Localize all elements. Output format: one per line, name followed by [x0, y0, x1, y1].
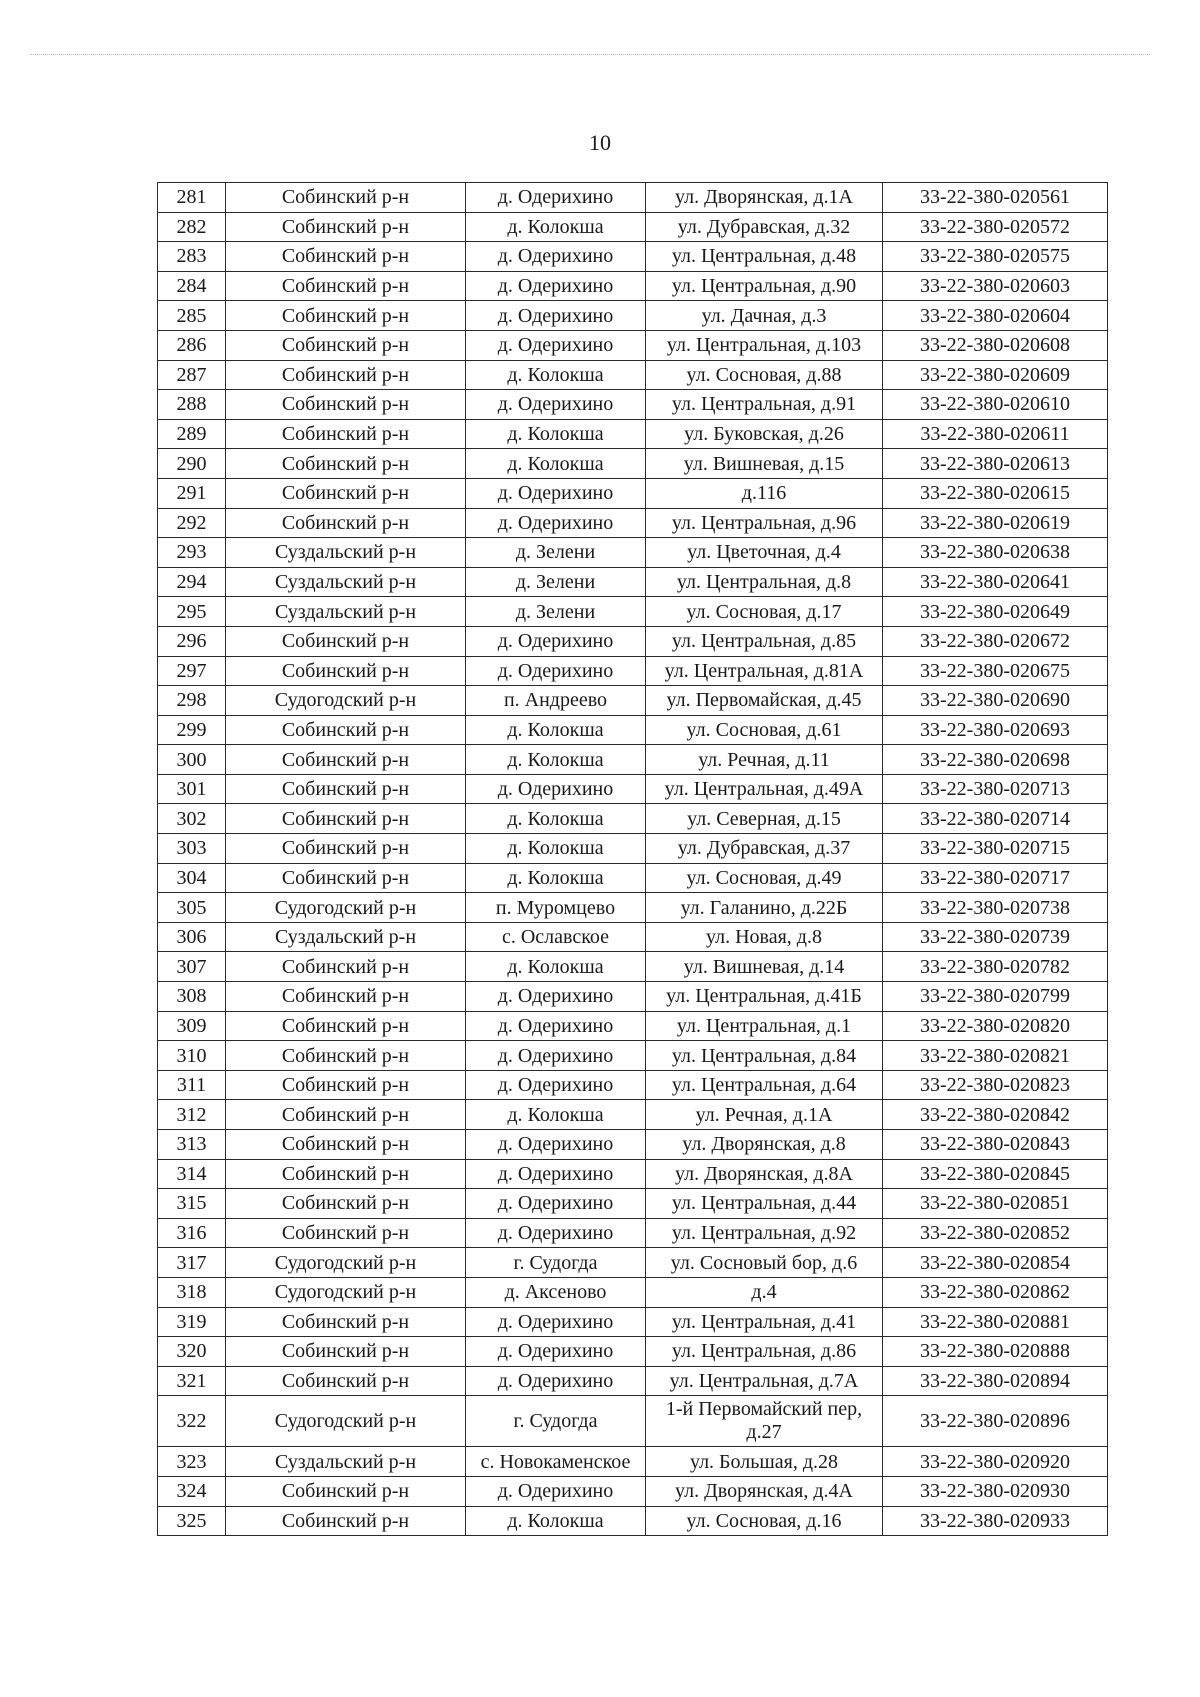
- row-number-cell: 317: [158, 1248, 226, 1278]
- settlement-cell: д. Колокша: [466, 834, 646, 864]
- cadastral-number-cell: 33-22-380-020613: [883, 449, 1108, 479]
- district-cell: Собинский р-н: [226, 390, 466, 420]
- table-row: [158, 419, 1108, 449]
- row-number-cell: 284: [158, 271, 226, 301]
- cadastral-number-cell: 33-22-380-020862: [883, 1277, 1108, 1307]
- row-number-cell: 287: [158, 360, 226, 390]
- table-row: [158, 686, 1108, 716]
- settlement-cell: д. Одерихино: [466, 656, 646, 686]
- cadastral-number-cell: 33-22-380-020714: [883, 804, 1108, 834]
- table-row: [158, 597, 1108, 627]
- cadastral-number-cell: 33-22-380-020739: [883, 922, 1108, 952]
- row-number-cell: 321: [158, 1366, 226, 1396]
- settlement-cell: д. Колокша: [466, 715, 646, 745]
- row-number-cell: 319: [158, 1307, 226, 1337]
- address-cell: ул. Центральная, д.81А: [646, 656, 883, 686]
- district-cell: Собинский р-н: [226, 952, 466, 982]
- table-row: [158, 301, 1108, 331]
- cadastral-number-cell: 33-22-380-020604: [883, 301, 1108, 331]
- table-row: [158, 626, 1108, 656]
- table-row: [158, 982, 1108, 1012]
- settlement-cell: д. Одерихино: [466, 508, 646, 538]
- address-cell: ул. Дубравская, д.37: [646, 834, 883, 864]
- district-cell: Собинский р-н: [226, 1159, 466, 1189]
- district-cell: Судогодский р-н: [226, 893, 466, 923]
- address-cell: ул. Дачная, д.3: [646, 301, 883, 331]
- row-number-cell: 290: [158, 449, 226, 479]
- table-row: [158, 922, 1108, 952]
- address-cell: ул. Центральная, д.49А: [646, 774, 883, 804]
- row-number-cell: 322: [158, 1396, 226, 1447]
- district-cell: Собинский р-н: [226, 419, 466, 449]
- scan-artifact-line: [30, 54, 1150, 55]
- settlement-cell: д. Одерихино: [466, 390, 646, 420]
- row-number-cell: 281: [158, 183, 226, 213]
- settlement-cell: д. Зелени: [466, 567, 646, 597]
- address-cell: ул. Центральная, д.96: [646, 508, 883, 538]
- cadastral-number-cell: 33-22-380-020820: [883, 1011, 1108, 1041]
- cadastral-number-cell: 33-22-380-020641: [883, 567, 1108, 597]
- row-number-cell: 294: [158, 567, 226, 597]
- settlement-cell: п. Андреево: [466, 686, 646, 716]
- settlement-cell: д. Одерихино: [466, 774, 646, 804]
- address-cell: ул. Первомайская, д.45: [646, 686, 883, 716]
- table-row: [158, 1366, 1108, 1396]
- row-number-cell: 302: [158, 804, 226, 834]
- address-cell: ул. Вишневая, д.14: [646, 952, 883, 982]
- cadastral-number-cell: 33-22-380-020782: [883, 952, 1108, 982]
- settlement-cell: д. Колокша: [466, 419, 646, 449]
- address-cell: ул. Дворянская, д.8А: [646, 1159, 883, 1189]
- settlement-cell: д. Одерихино: [466, 1011, 646, 1041]
- cadastral-number-cell: 33-22-380-020821: [883, 1041, 1108, 1071]
- row-number-cell: 320: [158, 1337, 226, 1367]
- row-number-cell: 285: [158, 301, 226, 331]
- registry-table: [157, 182, 1108, 1536]
- settlement-cell: д. Зелени: [466, 538, 646, 568]
- table-row: [158, 1189, 1108, 1219]
- district-cell: Собинский р-н: [226, 1011, 466, 1041]
- address-cell: ул. Сосновая, д.88: [646, 360, 883, 390]
- row-number-cell: 303: [158, 834, 226, 864]
- table-row: [158, 478, 1108, 508]
- address-cell: ул. Речная, д.1А: [646, 1100, 883, 1130]
- district-cell: Собинский р-н: [226, 745, 466, 775]
- settlement-cell: г. Судогда: [466, 1396, 646, 1447]
- settlement-cell: д. Одерихино: [466, 1476, 646, 1506]
- address-cell: ул. Центральная, д.90: [646, 271, 883, 301]
- settlement-cell: д. Одерихино: [466, 1218, 646, 1248]
- cadastral-number-cell: 33-22-380-020572: [883, 212, 1108, 242]
- address-cell: 1-й Первомайский пер, д.27: [646, 1396, 883, 1447]
- table-row: [158, 538, 1108, 568]
- settlement-cell: д. Одерихино: [466, 1159, 646, 1189]
- row-number-cell: 297: [158, 656, 226, 686]
- settlement-cell: с. Новокаменское: [466, 1447, 646, 1477]
- row-number-cell: 306: [158, 922, 226, 952]
- address-cell: ул. Центральная, д.7А: [646, 1366, 883, 1396]
- table-row: [158, 567, 1108, 597]
- table-row: [158, 1248, 1108, 1278]
- district-cell: Собинский р-н: [226, 834, 466, 864]
- table-row: [158, 1159, 1108, 1189]
- row-number-cell: 312: [158, 1100, 226, 1130]
- address-cell: ул. Сосновая, д.61: [646, 715, 883, 745]
- cadastral-number-cell: 33-22-380-020649: [883, 597, 1108, 627]
- table-row: [158, 1130, 1108, 1160]
- cadastral-number-cell: 33-22-380-020575: [883, 242, 1108, 272]
- table-row: [158, 1337, 1108, 1367]
- address-cell: ул. Большая, д.28: [646, 1447, 883, 1477]
- settlement-cell: д. Одерихино: [466, 982, 646, 1012]
- address-cell: д.116: [646, 478, 883, 508]
- settlement-cell: д. Одерихино: [466, 1366, 646, 1396]
- row-number-cell: 310: [158, 1041, 226, 1071]
- cadastral-number-cell: 33-22-380-020672: [883, 626, 1108, 656]
- settlement-cell: д. Аксеново: [466, 1277, 646, 1307]
- cadastral-number-cell: 33-22-380-020851: [883, 1189, 1108, 1219]
- table-row: [158, 1218, 1108, 1248]
- district-cell: Собинский р-н: [226, 626, 466, 656]
- district-cell: Собинский р-н: [226, 1476, 466, 1506]
- district-cell: Собинский р-н: [226, 1041, 466, 1071]
- address-cell: ул. Северная, д.15: [646, 804, 883, 834]
- cadastral-number-cell: 33-22-380-020603: [883, 271, 1108, 301]
- settlement-cell: д. Одерихино: [466, 626, 646, 656]
- row-number-cell: 314: [158, 1159, 226, 1189]
- settlement-cell: д. Одерихино: [466, 242, 646, 272]
- row-number-cell: 299: [158, 715, 226, 745]
- settlement-cell: с. Ославское: [466, 922, 646, 952]
- settlement-cell: д. Одерихино: [466, 330, 646, 360]
- table-row: [158, 271, 1108, 301]
- table-row: [158, 1476, 1108, 1506]
- row-number-cell: 315: [158, 1189, 226, 1219]
- address-cell: ул. Центральная, д.84: [646, 1041, 883, 1071]
- row-number-cell: 311: [158, 1070, 226, 1100]
- district-cell: Собинский р-н: [226, 1070, 466, 1100]
- district-cell: Собинский р-н: [226, 271, 466, 301]
- table-row: [158, 242, 1108, 272]
- settlement-cell: д. Колокша: [466, 1100, 646, 1130]
- settlement-cell: д. Одерихино: [466, 1337, 646, 1367]
- cadastral-number-cell: 33-22-380-020842: [883, 1100, 1108, 1130]
- address-cell: ул. Центральная, д.86: [646, 1337, 883, 1367]
- registry-table-body: [158, 183, 1108, 1536]
- row-number-cell: 304: [158, 863, 226, 893]
- page-number: 10: [589, 130, 611, 155]
- table-row: [158, 1447, 1108, 1477]
- table-row: [158, 390, 1108, 420]
- row-number-cell: 291: [158, 478, 226, 508]
- cadastral-number-cell: 33-22-380-020715: [883, 834, 1108, 864]
- cadastral-number-cell: 33-22-380-020845: [883, 1159, 1108, 1189]
- cadastral-number-cell: 33-22-380-020713: [883, 774, 1108, 804]
- cadastral-number-cell: 33-22-380-020675: [883, 656, 1108, 686]
- district-cell: Суздальский р-н: [226, 567, 466, 597]
- cadastral-number-cell: 33-22-380-020610: [883, 390, 1108, 420]
- table-row: [158, 449, 1108, 479]
- settlement-cell: д. Одерихино: [466, 1041, 646, 1071]
- settlement-cell: д. Колокша: [466, 804, 646, 834]
- row-number-cell: 301: [158, 774, 226, 804]
- district-cell: Собинский р-н: [226, 774, 466, 804]
- table-row: [158, 715, 1108, 745]
- table-row: [158, 360, 1108, 390]
- table-row: [158, 1396, 1108, 1447]
- settlement-cell: д. Одерихино: [466, 271, 646, 301]
- settlement-cell: д. Колокша: [466, 1506, 646, 1536]
- row-number-cell: 305: [158, 893, 226, 923]
- table-row: [158, 330, 1108, 360]
- district-cell: Суздальский р-н: [226, 922, 466, 952]
- address-cell: ул. Центральная, д.41: [646, 1307, 883, 1337]
- row-number-cell: 283: [158, 242, 226, 272]
- district-cell: Судогодский р-н: [226, 1277, 466, 1307]
- cadastral-number-cell: 33-22-380-020638: [883, 538, 1108, 568]
- cadastral-number-cell: 33-22-380-020608: [883, 330, 1108, 360]
- row-number-cell: 292: [158, 508, 226, 538]
- cadastral-number-cell: 33-22-380-020933: [883, 1506, 1108, 1536]
- address-cell: ул. Дубравская, д.32: [646, 212, 883, 242]
- district-cell: Собинский р-н: [226, 212, 466, 242]
- district-cell: Собинский р-н: [226, 863, 466, 893]
- row-number-cell: 296: [158, 626, 226, 656]
- district-cell: Собинский р-н: [226, 330, 466, 360]
- district-cell: Судогодский р-н: [226, 686, 466, 716]
- settlement-cell: д. Колокша: [466, 745, 646, 775]
- cadastral-number-cell: 33-22-380-020843: [883, 1130, 1108, 1160]
- address-cell: ул. Новая, д.8: [646, 922, 883, 952]
- settlement-cell: д. Одерихино: [466, 183, 646, 213]
- district-cell: Суздальский р-н: [226, 597, 466, 627]
- district-cell: Собинский р-н: [226, 1218, 466, 1248]
- district-cell: Собинский р-н: [226, 1506, 466, 1536]
- address-cell: ул. Цветочная, д.4: [646, 538, 883, 568]
- table-row: [158, 1041, 1108, 1071]
- district-cell: Собинский р-н: [226, 1337, 466, 1367]
- row-number-cell: 325: [158, 1506, 226, 1536]
- settlement-cell: д. Колокша: [466, 212, 646, 242]
- table-row: [158, 1277, 1108, 1307]
- cadastral-number-cell: 33-22-380-020698: [883, 745, 1108, 775]
- row-number-cell: 309: [158, 1011, 226, 1041]
- district-cell: Собинский р-н: [226, 1130, 466, 1160]
- address-cell: ул. Центральная, д.41Б: [646, 982, 883, 1012]
- cadastral-number-cell: 33-22-380-020930: [883, 1476, 1108, 1506]
- settlement-cell: д. Одерихино: [466, 1189, 646, 1219]
- settlement-cell: д. Колокша: [466, 952, 646, 982]
- address-cell: ул. Сосновая, д.49: [646, 863, 883, 893]
- table-row: [158, 745, 1108, 775]
- district-cell: Собинский р-н: [226, 242, 466, 272]
- row-number-cell: 313: [158, 1130, 226, 1160]
- district-cell: Суздальский р-н: [226, 1447, 466, 1477]
- row-number-cell: 298: [158, 686, 226, 716]
- district-cell: Собинский р-н: [226, 360, 466, 390]
- settlement-cell: д. Колокша: [466, 863, 646, 893]
- address-cell: ул. Сосновая, д.17: [646, 597, 883, 627]
- district-cell: Собинский р-н: [226, 183, 466, 213]
- settlement-cell: д. Одерихино: [466, 1307, 646, 1337]
- table-row: [158, 1506, 1108, 1536]
- address-cell: ул. Дворянская, д.4А: [646, 1476, 883, 1506]
- settlement-cell: д. Одерихино: [466, 1070, 646, 1100]
- district-cell: Собинский р-н: [226, 804, 466, 834]
- cadastral-number-cell: 33-22-380-020888: [883, 1337, 1108, 1367]
- address-cell: ул. Центральная, д.64: [646, 1070, 883, 1100]
- address-cell: ул. Сосновый бор, д.6: [646, 1248, 883, 1278]
- district-cell: Собинский р-н: [226, 1189, 466, 1219]
- table-row: [158, 863, 1108, 893]
- table-row: [158, 656, 1108, 686]
- district-cell: Собинский р-н: [226, 1366, 466, 1396]
- cadastral-number-cell: 33-22-380-020561: [883, 183, 1108, 213]
- settlement-cell: д. Одерихино: [466, 1130, 646, 1160]
- district-cell: Собинский р-н: [226, 656, 466, 686]
- district-cell: Собинский р-н: [226, 301, 466, 331]
- row-number-cell: 282: [158, 212, 226, 242]
- row-number-cell: 289: [158, 419, 226, 449]
- address-cell: ул. Центральная, д.48: [646, 242, 883, 272]
- address-cell: ул. Центральная, д.103: [646, 330, 883, 360]
- cadastral-number-cell: 33-22-380-020693: [883, 715, 1108, 745]
- address-cell: д.4: [646, 1277, 883, 1307]
- table-row: [158, 893, 1108, 923]
- row-number-cell: 288: [158, 390, 226, 420]
- address-cell: ул. Центральная, д.8: [646, 567, 883, 597]
- settlement-cell: д. Одерихино: [466, 478, 646, 508]
- table-row: [158, 212, 1108, 242]
- district-cell: Собинский р-н: [226, 715, 466, 745]
- table-row: [158, 1070, 1108, 1100]
- table-row: [158, 508, 1108, 538]
- district-cell: Собинский р-н: [226, 449, 466, 479]
- cadastral-number-cell: 33-22-380-020690: [883, 686, 1108, 716]
- table-row: [158, 952, 1108, 982]
- address-cell: ул. Буковская, д.26: [646, 419, 883, 449]
- cadastral-number-cell: 33-22-380-020896: [883, 1396, 1108, 1447]
- table-row: [158, 804, 1108, 834]
- address-cell: ул. Центральная, д.91: [646, 390, 883, 420]
- settlement-cell: п. Муромцево: [466, 893, 646, 923]
- row-number-cell: 318: [158, 1277, 226, 1307]
- address-cell: ул. Центральная, д.92: [646, 1218, 883, 1248]
- row-number-cell: 324: [158, 1476, 226, 1506]
- table-row: [158, 1307, 1108, 1337]
- settlement-cell: г. Судогда: [466, 1248, 646, 1278]
- settlement-cell: д. Колокша: [466, 449, 646, 479]
- cadastral-number-cell: 33-22-380-020717: [883, 863, 1108, 893]
- cadastral-number-cell: 33-22-380-020894: [883, 1366, 1108, 1396]
- district-cell: Собинский р-н: [226, 1307, 466, 1337]
- address-cell: ул. Центральная, д.1: [646, 1011, 883, 1041]
- row-number-cell: 286: [158, 330, 226, 360]
- district-cell: Судогодский р-н: [226, 1248, 466, 1278]
- address-cell: ул. Дворянская, д.1А: [646, 183, 883, 213]
- cadastral-number-cell: 33-22-380-020854: [883, 1248, 1108, 1278]
- cadastral-number-cell: 33-22-380-020881: [883, 1307, 1108, 1337]
- row-number-cell: 308: [158, 982, 226, 1012]
- cadastral-number-cell: 33-22-380-020609: [883, 360, 1108, 390]
- cadastral-number-cell: 33-22-380-020615: [883, 478, 1108, 508]
- table-row: [158, 774, 1108, 804]
- address-cell: ул. Дворянская, д.8: [646, 1130, 883, 1160]
- district-cell: Суздальский р-н: [226, 538, 466, 568]
- address-cell: ул. Вишневая, д.15: [646, 449, 883, 479]
- address-cell: ул. Сосновая, д.16: [646, 1506, 883, 1536]
- cadastral-number-cell: 33-22-380-020611: [883, 419, 1108, 449]
- settlement-cell: д. Зелени: [466, 597, 646, 627]
- district-cell: Собинский р-н: [226, 1100, 466, 1130]
- table-row: [158, 183, 1108, 213]
- district-cell: Собинский р-н: [226, 508, 466, 538]
- address-cell: ул. Речная, д.11: [646, 745, 883, 775]
- row-number-cell: 300: [158, 745, 226, 775]
- table-row: [158, 834, 1108, 864]
- row-number-cell: 323: [158, 1447, 226, 1477]
- settlement-cell: д. Колокша: [466, 360, 646, 390]
- row-number-cell: 295: [158, 597, 226, 627]
- row-number-cell: 316: [158, 1218, 226, 1248]
- cadastral-number-cell: 33-22-380-020619: [883, 508, 1108, 538]
- row-number-cell: 293: [158, 538, 226, 568]
- district-cell: Собинский р-н: [226, 982, 466, 1012]
- district-cell: Собинский р-н: [226, 478, 466, 508]
- row-number-cell: 307: [158, 952, 226, 982]
- cadastral-number-cell: 33-22-380-020738: [883, 893, 1108, 923]
- settlement-cell: д. Одерихино: [466, 301, 646, 331]
- table-row: [158, 1100, 1108, 1130]
- cadastral-number-cell: 33-22-380-020823: [883, 1070, 1108, 1100]
- cadastral-number-cell: 33-22-380-020799: [883, 982, 1108, 1012]
- table-row: [158, 1011, 1108, 1041]
- cadastral-number-cell: 33-22-380-020920: [883, 1447, 1108, 1477]
- address-cell: ул. Галанино, д.22Б: [646, 893, 883, 923]
- district-cell: Судогодский р-н: [226, 1396, 466, 1447]
- cadastral-number-cell: 33-22-380-020852: [883, 1218, 1108, 1248]
- address-cell: ул. Центральная, д.85: [646, 626, 883, 656]
- address-cell: ул. Центральная, д.44: [646, 1189, 883, 1219]
